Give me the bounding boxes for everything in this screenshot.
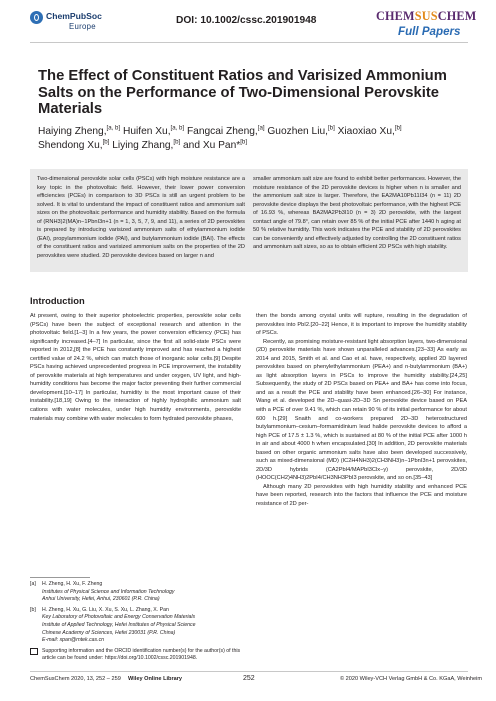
author-affiliation: [b]: [327, 124, 335, 132]
section-label: Full Papers: [398, 25, 461, 38]
page-number: 252: [243, 675, 255, 682]
journal-name-part-1: CHEM: [376, 9, 415, 23]
author-affiliation: [b]: [240, 138, 248, 146]
publisher-brand: ChemPubSoc: [46, 11, 102, 21]
body-paragraph: At present, owing to their superior photoelectric properties, perovskite solar cells (PSCs) have been the subject of exceptional research and attention in the photovoltaic field.[1–3] In a few years, the power conversion efficiency (PCE) has significantly increased.[4–7] In particular, since the first all solid-state PSCs were reported in 2012,[8] the PCE has constantly improved and has reached a highest certified value of 24.2 %, which can match those of inorganic solar cells.[9] Despite PSCs having achieved unprecedented progress in PCE improvement, the instability of perovskite materials at high temperatures and under oxygen, UV light, and high-humidity conditions has become the major factor preventing their further commercial development.[10–17] In particular, humidity is the most important cause of their instability.[18,19] Owing to the interaction of highly hydrophilic ammonium salt cations with water molecules, under high humidity environments, perovskite materials may combine with water molecules to form hydrated perovskite phases,: [30, 313, 241, 422]
publisher-brand-sub: Europe: [69, 22, 96, 31]
author-affiliation: [b]: [173, 138, 181, 146]
footer-copyright: © 2020 Wiley-VCH Verlag GmbH & Co. KGaA, Weinheim: [340, 676, 483, 682]
body-left-column: [30, 312, 241, 423]
supporting-info-text[interactable]: Supporting information and the ORCID identification number(s) for the author(s) of this article can be found under: https://doi.org/10.1002/cssc.201901948.: [42, 647, 241, 662]
author-name: and Xu Pan*: [180, 140, 241, 151]
affiliation-line: Institutes of Physical Science and Information Technology: [42, 588, 175, 595]
journal-name-part-2: SUS: [414, 9, 438, 23]
body-right-column: [256, 312, 467, 509]
author-affiliation: [a]: [257, 124, 265, 132]
journal-name: [376, 9, 476, 24]
journal-name-part-3: CHEM: [437, 9, 477, 23]
footer-divider: [30, 671, 468, 672]
author-list: [38, 125, 468, 153]
author-affiliation: [b]: [102, 138, 110, 146]
body-paragraph: Although many 2D perovskites with high humidity stability and enhanced PCE have been reported, research into the factors that influence the PCE and moisture resistance of 2D per-: [256, 483, 467, 508]
author-name: Huifen Xu,: [120, 126, 171, 137]
body-paragraph: Recently, as promising moisture-resistant light absorption layers, two-dimensional (2D) perovskite materials have shown unparalleled advances.[23–33] As early as 2014 and 2015, Smith et al. and Cao et al. have, respectively, applied 2D layered perovskites based on phenylethylammonium (PEA+) and n-butylammonium (BA+) as light absorption layers in PSCs to improve the humidity stability.[24,25] Subsequently, the study of 2D PSCs based on PEA+ and BA+ has come into focus, and as a result the PCE and stability have been enhanced.[26–30] For instance, Wang et al. developed the 2D–quasi-2D–3D Sn perovskite device based on PEA with a PCE of over 9.41 %, which can retain 90 % of its initial performance for about 600 h.[29] Snaith and co-workers prepared 2D–3D heterostructured butylammonium–cesium–formamidinium lead halide perovskite devices to afford a high PCE of 17.5 ± 1.3 %, which is sustained at 80 % of the initial PCE after 1000 h in air and about 4000 h when encapsulated.[30] In addition, 2D perovskite materials based on other organic ammonium salts have also been developed successively, such as mixed-dimensional (MD) (IC2H4NH3)2(CH3NH3)n−1PbnI3n+1 perovskites, 2D/3D hybrids (CA2PbI4/MAPbI3Clx−y) perovskite, 2D/3D (HOOC(CH2)4NH3)2PbI4/CH3NH3PbI3 perovskite, and so on.[35–43]: [256, 338, 467, 482]
author-affiliation: [b]: [394, 124, 402, 132]
author-name: Liying Zhang,: [109, 140, 174, 151]
author-name: Fangcai Zheng,: [184, 126, 258, 137]
supporting-info-entry: [30, 648, 242, 663]
affiliation-line: Key Laboratory of Photovoltaic and Energy Conservation Materials: [42, 614, 196, 621]
author-affiliation: [a, b]: [106, 124, 121, 132]
supporting-info-icon: [30, 648, 42, 663]
affiliation-label: [a]: [30, 581, 36, 587]
affiliation-entry: [30, 607, 242, 645]
footer-library[interactable]: Wiley Online Library: [128, 676, 183, 682]
abstract-right-column: smaller ammonium salt size are found to exhibit better performances. However, the moisture resistance of the 2D perovskite devices is higher when n is smaller and the ammonium salt size is larger. Therefore, the EA2MA10Pb11I34 (n = 11) 2D perovskite device displays the best photovoltaic performance, with the highest PCE of 16.93 %, whereas BA2MA2Pb3I10 (n = 3) 2D perovskite, with the largest contact angle of 79.8°, can retain over 85 % of the initial PCE after 1440 h aging at 50 % relative humidity. This work indicates the PCE and stability of 2D perovskites can be conveniently and effectively adjusted by controlling the 2D constituent ratios and ammonium salt sizes, so as to obtain efficient 2D PSCs with high stability.: [253, 176, 461, 250]
abstract-box: [30, 169, 468, 272]
affiliation-line: Chinese Academy of Sciences, Hefei 230031 (P.R. China): [42, 629, 176, 636]
author-affiliation: [a, b]: [170, 124, 185, 132]
article-title: The Effect of Constituent Ratios and Varisized Ammonium Salts on the Performance of Two-Dimensional Perovskite Materials: [38, 68, 447, 118]
author-name: Xiaoxiao Xu,: [334, 126, 395, 137]
affiliation-text: [42, 581, 174, 604]
affiliations-block: [30, 581, 242, 663]
affiliation-label: [b]: [30, 606, 36, 613]
affiliation-entry: [30, 581, 242, 604]
author-name: Haiying Zheng,: [38, 126, 107, 137]
affiliation-email[interactable]: E-mail: xpan@rntek.cas.cn: [42, 637, 105, 644]
footnote-divider: [30, 577, 90, 578]
affiliation-line: Institute of Applied Technology, Hefei Institutes of Physical Science: [42, 621, 196, 628]
author-name: Shendong Xu,: [38, 140, 103, 151]
author-name: Guozhen Liu,: [264, 126, 328, 137]
affiliation-authors: H. Zheng, H. Xu, F. Zheng: [42, 581, 103, 587]
affiliation-authors: H. Zheng, H. Xu, G. Liu, X. Xu, S. Xu, L. Zhang, X. Pan: [42, 606, 169, 613]
header-divider: [30, 42, 468, 43]
affiliation-text: [42, 607, 196, 645]
affiliation-line: Anhui University, Hefei, Anhui, 230601 (P.R. China): [42, 596, 160, 603]
introduction-heading: Introduction: [30, 295, 85, 306]
body-paragraph: then the bonds among crystal units will rupture, resulting in the degradation of perovskites into PbI2.[20–22] Hence, it is important to improve the humidity stability of PSCs.: [256, 313, 467, 337]
abstract-left-column: Two-dimensional perovskite solar cells (PSCs) with high moisture resistance are a key topic in the photovoltaic field. However, their lower power conversion efficiencies (PCEs) in comparison to 3D PSCs is still an urgent problem to be solved. It is vital to understand the impact of constituent ratios and ammonium salt sizes on the photovoltaic performance and humidity stability. Based on the formula of (RNH3)2(MA)n−1PbnI3n+1 (n = 1, 3, 5, 7, 9, and 11), a series of 2D perovskites is prepared by introducing varisized ammonium salts of ethylammonium iodide (EAI), propylammonium iodide (PAI), and butylammonium iodide (BAI). The effects of the constituent ratios and varisized ammonium salts on the properties of the 2D perovskites were studied. 2D perovskite devices based on larger n and: [37, 176, 245, 259]
article-doi[interactable]: DOI: 10.1002/cssc.201901948: [176, 15, 317, 26]
chempubsoc-logo-icon: [30, 11, 43, 24]
footer-citation: ChemSusChem 2020, 13, 252 – 259: [30, 676, 121, 682]
